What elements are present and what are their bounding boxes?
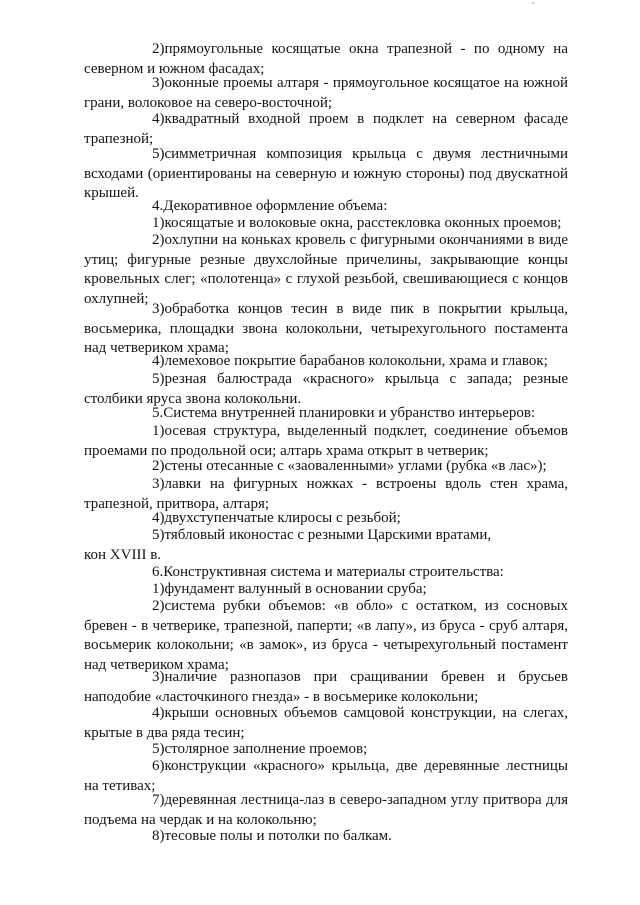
list-item	[84, 668, 568, 707]
item-number: 3)	[152, 75, 165, 91]
item-number: 3)	[152, 476, 165, 492]
item-number: 4)	[152, 111, 165, 127]
item-text: деревянная лестница-лаз в северо-западном углу притвора для подъема на чердак и на колокольню;	[84, 792, 568, 828]
item-number: 6)	[152, 758, 165, 774]
section-number: 4.	[152, 198, 164, 214]
item-number: 4)	[152, 510, 165, 526]
item-text: симметричная композиция крыльца с двумя лестничными всходами (ориентированы на северную и южную стороны) под двускатной крышей.	[84, 146, 568, 201]
item-text: конструкции «красного» крыльца, две деревянные лестницы на тетивах;	[84, 758, 568, 794]
item-text: двухступенчатые клиросы с резьбой;	[164, 510, 401, 526]
item-text: лавки на фигурных ножках - встроены вдоль стен храма, трапезной, притвора, алтаря;	[84, 476, 568, 512]
item-number: 2)	[152, 458, 165, 474]
item-number: 2)	[152, 41, 165, 57]
list-item	[84, 791, 568, 830]
list-item	[84, 422, 568, 461]
section-title: Конструктивная система и материалы строительства:	[163, 564, 504, 580]
scan-speck	[532, 2, 534, 4]
list-item	[84, 827, 568, 847]
list-item	[84, 231, 568, 309]
item-text: тябловый иконостас с резными Царскими вратами,	[164, 527, 492, 543]
list-item	[84, 74, 568, 113]
item-text: система рубки объемов: «в обло» с остатком, из сосновых бревен - в четверике, трапезной, паперти; «в лапу», из бруса - сруб алтаря, восьмерик колокольни; «в замок», из бруса - четырехугольный постамент над четвериком храма;	[84, 598, 568, 673]
item-number: 5)	[152, 741, 165, 757]
item-text: наличие разнопазов при сращивании бревен и брусьев наподобие «ласточкиного гнезда» - в восьмерике колокольни;	[84, 669, 568, 705]
item-number: 4)	[152, 705, 165, 721]
section-number: 5.	[152, 405, 164, 421]
list-item	[84, 352, 568, 372]
item-number: 8)	[152, 828, 165, 844]
item-number: 1)	[152, 423, 165, 439]
list-item	[84, 526, 568, 565]
item-text: прямоугольные косящатые окна трапезной - по одному на северном и южном фасадах;	[84, 41, 568, 77]
section-title: Декоративное оформление объема:	[163, 198, 388, 214]
item-number: 2)	[152, 232, 165, 248]
item-text: стены отесанные с «заоваленными» углами (рубка «в лас»);	[164, 458, 547, 474]
item-text: лемеховое покрытие барабанов колокольни, храма и главок;	[164, 353, 548, 369]
item-number: 5)	[152, 527, 165, 543]
item-text: квадратный входной проем в подклет на северном фасаде трапезной;	[84, 111, 568, 147]
item-text: резная балюстрада «красного» крыльца с запада; резные столбики яруса звона колокольни.	[84, 371, 568, 407]
section-number: 6.	[152, 564, 164, 580]
item-number: 2)	[152, 598, 165, 614]
list-item	[84, 597, 568, 675]
item-text: охлупни на коньках кровель с фигурными окончаниями в виде утиц; фигурные резные двухслойные причелины, закрывающие концы кровельных слег; «полотенца» с глухой резьбой, свешивающиеся с концов охлупней;	[84, 232, 568, 307]
item-text: осевая структура, выделенный подклет, соединение объемов проемами по продольной оси; алтарь храма открыт в четверик;	[84, 423, 568, 459]
list-item	[84, 145, 568, 204]
section-heading	[84, 404, 568, 424]
item-number: 7)	[152, 792, 165, 808]
section-title: Система внутренней планировки и убранство интерьеров:	[163, 405, 536, 421]
item-text: фундамент валунный в основании сруба;	[164, 581, 427, 597]
item-text: столярное заполнение проемов;	[164, 741, 368, 757]
item-text: косящатые и волоковые окна, расстекловка оконных проемов;	[164, 215, 562, 231]
item-number: 3)	[152, 301, 165, 317]
item-tail-text: кон XVIII в.	[84, 546, 162, 563]
item-number: 5)	[152, 371, 165, 387]
item-number: 1)	[152, 581, 165, 597]
list-item	[84, 704, 568, 743]
item-number: 5)	[152, 146, 165, 162]
item-text: обработка концов тесин в виде пик в покрытии крыльца, восьмерика, площадки звона колокольни, четырехугольного постамента над четвериком храма;	[84, 301, 568, 356]
item-number: 4)	[152, 353, 165, 369]
item-number: 3)	[152, 669, 165, 685]
item-number: 1)	[152, 215, 165, 231]
item-text: крыши основных объемов самцовой конструкции, на слегах, крытые в два ряда тесин;	[84, 705, 568, 741]
list-item	[84, 300, 568, 359]
item-text: оконные проемы алтаря - прямоугольное косящатое на южной грани, волоковое на северо-восточной;	[84, 75, 568, 111]
item-text: тесовые полы и потолки по балкам.	[164, 828, 392, 844]
list-item	[84, 110, 568, 149]
list-item	[84, 457, 568, 477]
